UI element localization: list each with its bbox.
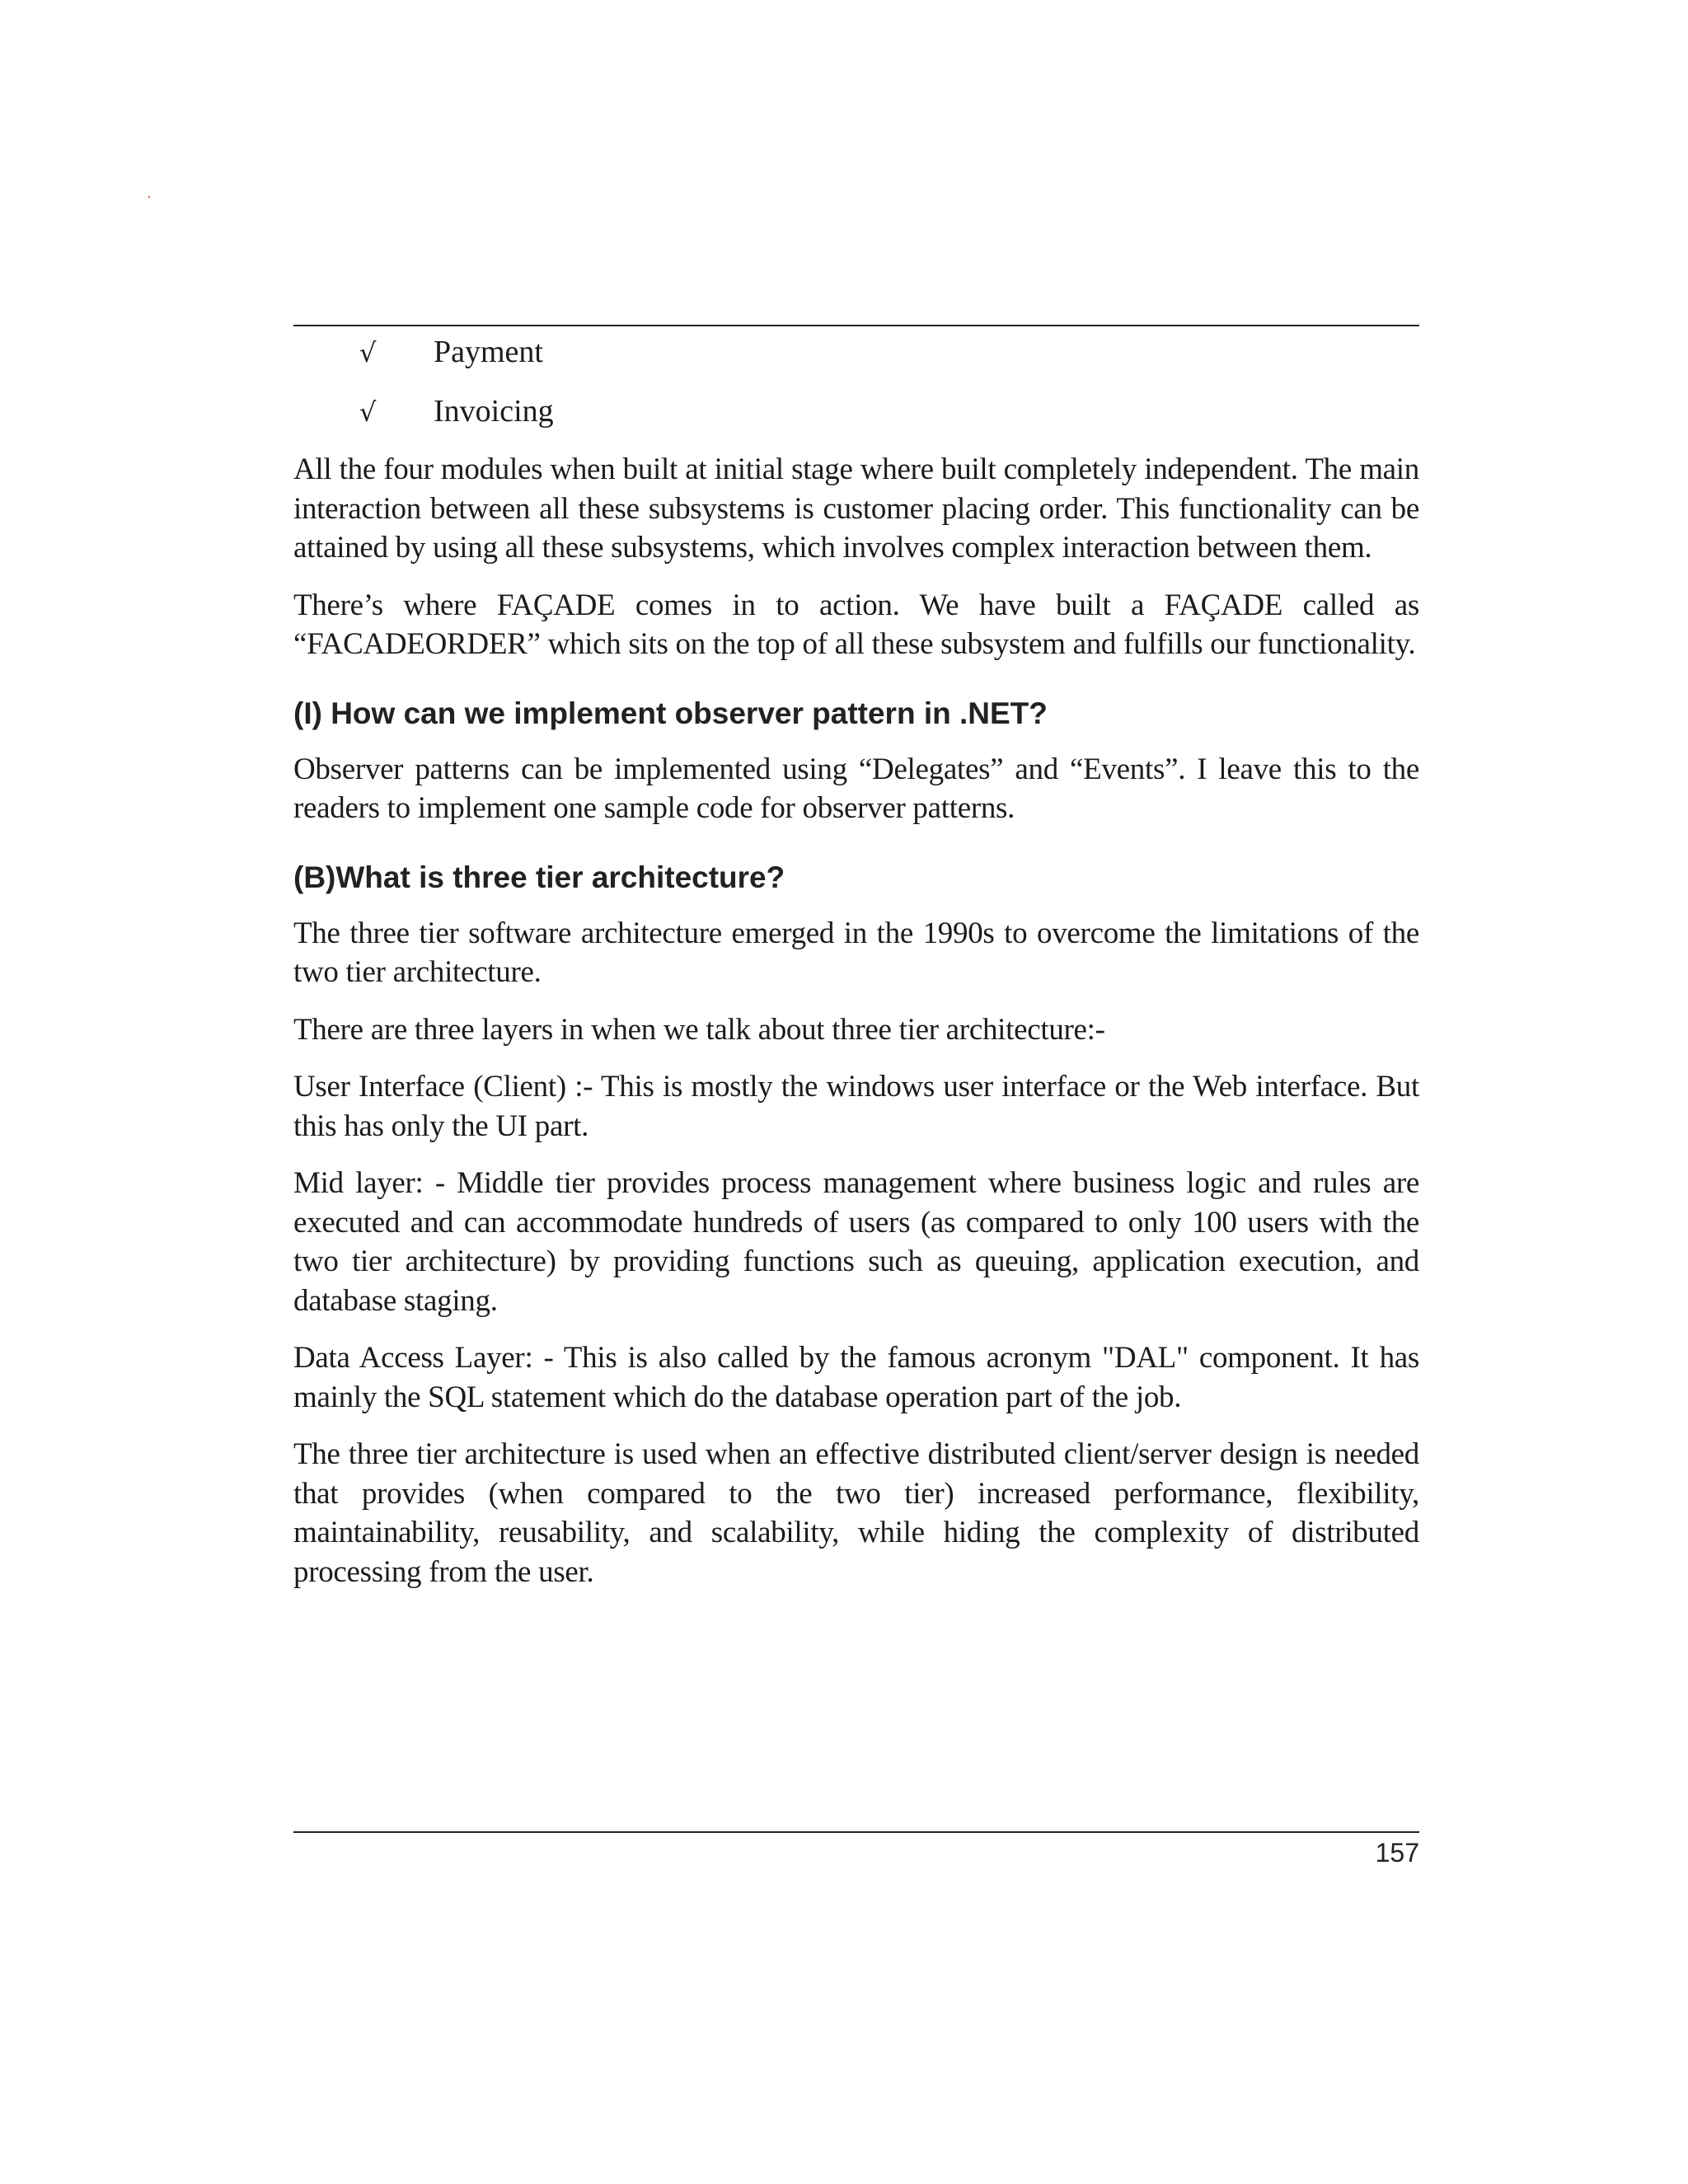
heading-observer-pattern: (I) How can we implement observer pattern in .NET? (293, 696, 1048, 730)
paragraph-facade: There’s where FAÇADE comes in to action. We have built a FAÇADE called as “FACADEORDER” which sits on the top of all these subsystem and fulfills our functionality. (293, 588, 1419, 661)
paragraph-three-tier-benefits: The three tier architecture is used when an effective distributed client/server design is needed that provides (when compared to the two tier) increased performance, flexibility, maintainability, reusability, and scalability, while hiding the complexity of distributed processing from the user. (293, 1437, 1419, 1589)
paragraph-observer: Observer patterns can be implemented using “Delegates” and “Events”. I leave this to the readers to implement one sample code for observer patterns. (293, 752, 1419, 825)
page-content (293, 331, 1419, 1610)
paragraph-three-tier-intro: The three tier software architecture emerged in the 1990s to overcome the limitations of the two tier architecture. (293, 916, 1419, 989)
bullet-label: Payment (434, 335, 543, 369)
bullet-label: Invoicing (434, 394, 554, 429)
paragraph-mid-layer: Mid layer: - Middle tier provides process management where business logic and rules are executed and can accommodate hundreds of users (as compared to only 100 users with the two tier architecture) by providing functions such as queuing, application execution, and database staging. (293, 1166, 1419, 1318)
check-mark-icon: √ (359, 396, 377, 428)
footer-rule (293, 1831, 1419, 1833)
scan-speck (148, 196, 150, 198)
paragraph-user-interface: User Interface (Client) :- This is mostly the windows user interface or the Web interface. But this has only the UI part. (293, 1070, 1419, 1143)
header-rule (293, 325, 1419, 326)
paragraph-modules: All the four modules when built at initial stage where built completely independent. The main interaction between all these subsystems is customer placing order. This functionality can be attained by using all these subsystems, which involves complex interaction between them. (293, 452, 1419, 565)
bullet-item-invoicing (293, 391, 1419, 450)
heading-three-tier: (B)What is three tier architecture? (293, 860, 785, 894)
bullet-item-payment (293, 331, 1419, 391)
check-mark-icon: √ (359, 337, 377, 368)
page-number: 157 (1375, 1838, 1419, 1868)
paragraph-three-layers: There are three layers in when we talk about three tier architecture:- (293, 1012, 1105, 1047)
paragraph-data-access-layer: Data Access Layer: - This is also called by the famous acronym "DAL" component. It has mainly the SQL statement which do the database operation part of the job. (293, 1341, 1419, 1414)
